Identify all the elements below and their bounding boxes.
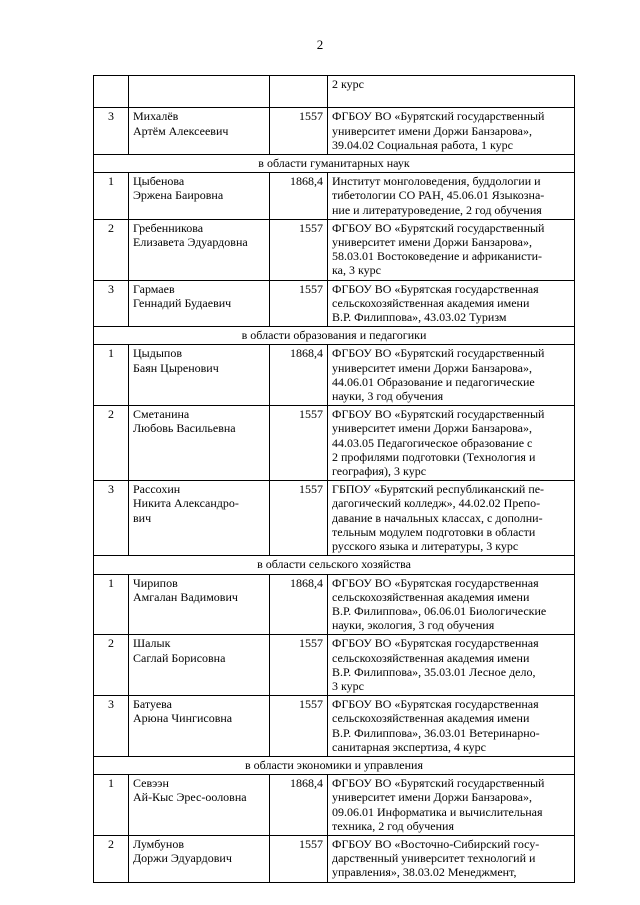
org-line: В.Р. Филиппова», 43.03.02 Туризм <box>332 310 507 325</box>
scholarship-amount <box>270 76 328 108</box>
scholarship-table <box>93 75 575 883</box>
org-line: 2 профилями подготовки (Технология и <box>332 449 536 464</box>
row-number: 2 <box>94 219 129 280</box>
section-title: в области гуманитарных наук <box>94 155 575 173</box>
name-line: Амгалан Вадимович <box>133 589 238 604</box>
org-line: университет имени Доржи Банзарова», <box>332 421 532 436</box>
name-line: Сметанина <box>133 407 190 422</box>
name-line <box>133 77 265 91</box>
institution-program <box>328 696 575 757</box>
institution-program <box>328 406 575 481</box>
org-line: ГБПОУ «Бурятский республиканский пе- <box>332 482 545 497</box>
table-row <box>94 345 575 406</box>
recipient-name <box>129 775 270 836</box>
table-row <box>94 481 575 556</box>
scholarship-amount: 1868,4 <box>270 775 328 836</box>
name-line: Эржена Баировна <box>133 188 224 203</box>
section-title: в области сельского хозяйства <box>94 556 575 574</box>
org-line: науки, 3 год обучения <box>332 389 444 404</box>
row-number <box>94 76 129 108</box>
table-row <box>94 775 575 836</box>
name-line: Рассохин <box>133 482 181 497</box>
institution-program <box>328 219 575 280</box>
recipient-name <box>129 635 270 696</box>
name-line <box>133 91 265 105</box>
org-line: русского языка и литературы, 3 курс <box>332 539 519 554</box>
recipient-name <box>129 574 270 635</box>
org-line: тельным модулем подготовки в области <box>332 524 536 539</box>
section-title: в области образования и педагогики <box>94 327 575 345</box>
row-number: 1 <box>94 345 129 406</box>
recipient-name <box>129 406 270 481</box>
org-line: ФГБОУ ВО «Бурятская государственная <box>332 575 539 590</box>
table-row <box>94 108 575 155</box>
org-line: науки, экология, 3 год обучения <box>332 618 495 633</box>
name-line: Гармаев <box>133 281 175 296</box>
org-line: ка, 3 курс <box>332 263 381 278</box>
institution-program <box>328 173 575 220</box>
name-line: вич <box>133 510 152 525</box>
name-line: Геннадий Будаевич <box>133 295 232 310</box>
name-line: Ай-Кыс Эрес-ооловна <box>133 790 247 805</box>
org-line: 09.06.01 Информатика и вычислительная <box>332 804 543 819</box>
row-number: 3 <box>94 108 129 155</box>
org-line: ние и литературоведение, 2 год обучения <box>332 202 542 217</box>
table-row <box>94 76 575 108</box>
recipient-name <box>129 345 270 406</box>
table-row <box>94 696 575 757</box>
name-line: Цыдыпов <box>133 346 182 361</box>
org-line: В.Р. Филиппова», 35.03.01 Лесное дело, <box>332 664 536 679</box>
org-line: 44.03.05 Педагогическое образование с <box>332 435 533 450</box>
scholarship-amount: 1557 <box>270 219 328 280</box>
org-line: ФГБОУ ВО «Бурятский государственный <box>332 220 545 235</box>
name-line: Цыбенова <box>133 174 185 189</box>
row-number: 1 <box>94 574 129 635</box>
org-line: техника, 2 год обучения <box>332 818 454 833</box>
name-line: Любовь Васильевна <box>133 421 236 436</box>
name-line: Шалык <box>133 636 171 651</box>
row-number: 3 <box>94 280 129 327</box>
institution-program <box>328 635 575 696</box>
org-line: ФГБОУ ВО «Бурятский государственный <box>332 407 545 422</box>
name-line: Елизавета Эдуардовна <box>133 235 248 250</box>
row-number: 2 <box>94 406 129 481</box>
org-line: 3 курс <box>332 678 364 693</box>
org-line: Институт монголоведения, буддологии и <box>332 174 541 189</box>
table-row <box>94 280 575 327</box>
scholarship-amount: 1868,4 <box>270 173 328 220</box>
org-line: тибетологии СО РАН, 45.06.01 Языкозна- <box>332 188 545 203</box>
institution-program <box>328 108 575 155</box>
scholarship-amount: 1868,4 <box>270 574 328 635</box>
name-line: Никита Александро- <box>133 496 239 511</box>
org-line: давание в начальных классах, с дополни- <box>332 510 543 525</box>
org-line: ФГБОУ ВО «Бурятский государственный <box>332 776 545 791</box>
org-line: сельскохозяйственная академия имени <box>332 711 530 726</box>
scholarship-amount: 1557 <box>270 406 328 481</box>
name-line: Саглай Борисовна <box>133 650 226 665</box>
scholarship-amount: 1868,4 <box>270 345 328 406</box>
org-line: дагогический колледж», 44.02.02 Препо- <box>332 496 541 511</box>
recipient-name <box>129 173 270 220</box>
org-line: В.Р. Филиппова», 06.06.01 Биологические <box>332 603 547 618</box>
institution-program <box>328 345 575 406</box>
section-header-row <box>94 556 575 574</box>
org-line: география), 3 курс <box>332 464 427 479</box>
recipient-name <box>129 76 270 108</box>
scholarship-amount: 1557 <box>270 280 328 327</box>
table-row <box>94 574 575 635</box>
row-number: 2 <box>94 635 129 696</box>
scholarship-amount: 1557 <box>270 481 328 556</box>
org-line: 58.03.01 Востоковедение и африканисти- <box>332 249 543 264</box>
institution-program <box>328 76 575 108</box>
org-line: 2 курс <box>332 77 364 91</box>
recipient-name <box>129 481 270 556</box>
table-row <box>94 406 575 481</box>
name-line: Батуева <box>133 697 172 712</box>
name-line: Баян Цыренович <box>133 360 219 375</box>
org-line: ФГБОУ ВО «Бурятский государственный <box>332 346 545 361</box>
scholarship-amount: 1557 <box>270 635 328 696</box>
section-header-row <box>94 756 575 774</box>
org-line: университет имени Доржи Банзарова», <box>332 235 532 250</box>
org-line: ФГБОУ ВО «Бурятская государственная <box>332 281 539 296</box>
row-number: 3 <box>94 481 129 556</box>
page-number: 2 <box>316 37 324 52</box>
institution-program <box>328 574 575 635</box>
org-line: В.Р. Филиппова», 36.03.01 Ветеринарно- <box>332 725 540 740</box>
org-line: санитарная экспертиза, 4 курс <box>332 739 486 754</box>
table-row <box>94 173 575 220</box>
institution-program <box>328 481 575 556</box>
org-line: сельскохозяйственная академия имени <box>332 295 530 310</box>
institution-program <box>328 280 575 327</box>
table-row <box>94 835 575 882</box>
scholarship-amount: 1557 <box>270 108 328 155</box>
org-line: университет имени Доржи Банзарова», <box>332 123 532 138</box>
recipient-name <box>129 835 270 882</box>
row-number: 1 <box>94 775 129 836</box>
name-line: Артём Алексеевич <box>133 123 229 138</box>
name-line: Доржи Эдуардович <box>133 851 232 866</box>
org-line: ФГБОУ ВО «Бурятская государственная <box>332 636 539 651</box>
recipient-name <box>129 280 270 327</box>
org-line: управления», 38.03.02 Менеджмент, <box>332 865 517 880</box>
recipient-name <box>129 219 270 280</box>
org-line: университет имени Доржи Банзарова», <box>332 360 532 375</box>
recipient-name <box>129 108 270 155</box>
table-row <box>94 635 575 696</box>
scholarship-amount: 1557 <box>270 696 328 757</box>
org-line: дарственный университет технологий и <box>332 851 536 866</box>
name-line: Гребенникова <box>133 220 204 235</box>
name-line: Михалёв <box>133 109 179 124</box>
section-header-row <box>94 327 575 345</box>
table-body <box>94 76 575 883</box>
org-line: ФГБОУ ВО «Бурятский государственный <box>332 109 545 124</box>
org-line: сельскохозяйственная академия имени <box>332 650 530 665</box>
recipient-name <box>129 696 270 757</box>
institution-program <box>328 835 575 882</box>
section-header-row <box>94 155 575 173</box>
org-line: университет имени Доржи Банзарова», <box>332 790 532 805</box>
name-line: Лумбунов <box>133 836 185 851</box>
name-line: Чирипов <box>133 575 178 590</box>
row-number: 3 <box>94 696 129 757</box>
section-title: в области экономики и управления <box>94 756 575 774</box>
name-line: Арюна Чингисовна <box>133 711 233 726</box>
org-line: 39.04.02 Социальная работа, 1 курс <box>332 137 513 152</box>
scholarship-amount: 1557 <box>270 835 328 882</box>
org-line: сельскохозяйственная академия имени <box>332 589 530 604</box>
org-line: 44.06.01 Образование и педагогические <box>332 374 535 389</box>
institution-program <box>328 775 575 836</box>
org-line: ФГБОУ ВО «Бурятская государственная <box>332 697 539 712</box>
row-number: 2 <box>94 835 129 882</box>
row-number: 1 <box>94 173 129 220</box>
org-line: ФГБОУ ВО «Восточно-Сибирский госу- <box>332 836 540 851</box>
table-row <box>94 219 575 280</box>
name-line: Севээн <box>133 776 169 791</box>
